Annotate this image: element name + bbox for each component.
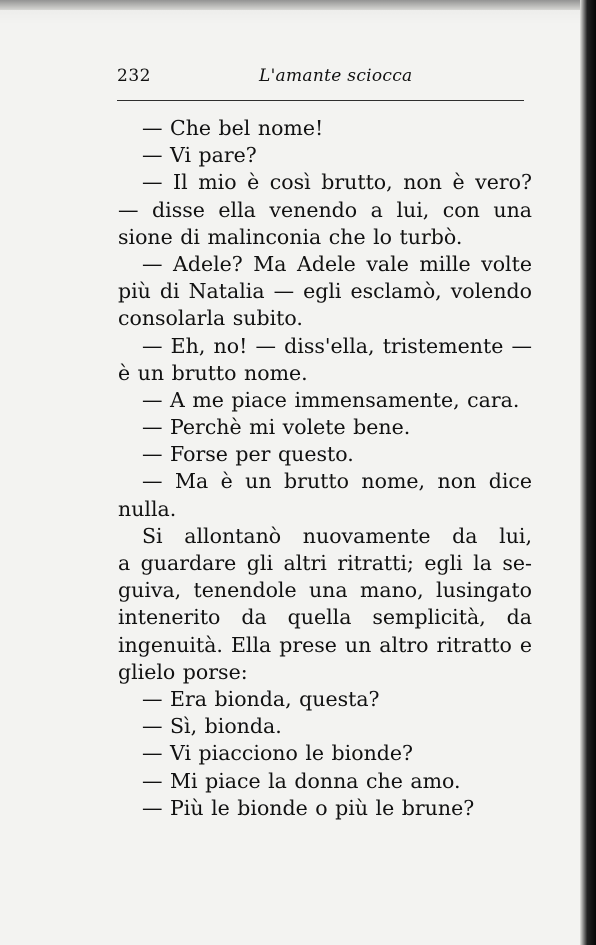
text-line: più di Natalia — egli esclamò, volendo [118, 279, 532, 304]
text-line: — Che bel nome! [142, 116, 324, 140]
page-header [117, 66, 524, 101]
text-line: consolarla subito. [118, 306, 303, 331]
text-line: ingenuità. Ella prese un altro ritratto e [118, 632, 532, 657]
text-line: sione di malinconia che lo turbò. [118, 224, 463, 249]
text-line: — Mi piace la donna che amo. [142, 768, 461, 793]
text-line: — Era bionda, questa? [142, 686, 380, 711]
text-line: — Ma è un brutto nome, non dice [142, 469, 532, 494]
text-line: — Adele? Ma Adele vale mille volte [142, 251, 532, 276]
text-line: intenerito da quella semplicità, da [118, 605, 532, 630]
text-line: — Forse per questo. [142, 442, 354, 467]
text-line: — Più le bionde o più le brune? [142, 795, 475, 820]
text-line: — Il mio è così brutto, non è vero? [142, 170, 532, 195]
text-line: nulla. [118, 496, 177, 521]
text-line: — Sì, bionda. [142, 714, 282, 739]
text-line: — Vi piacciono le bionde? [142, 741, 414, 766]
text-line: — Vi pare? [142, 143, 257, 168]
text-line: — A me piace immensamente, cara. [142, 387, 520, 412]
page-top-shadow [0, 0, 596, 10]
text-line: a guardare gli altri ritratti; egli la se- [118, 551, 532, 575]
page-binding-edge [580, 0, 596, 945]
text-line: glielo porse: [118, 659, 248, 684]
text-line: — Eh, no! — diss'ella, tristemente — [142, 333, 532, 358]
running-title: L'amante sciocca [259, 66, 413, 86]
page-number: 232 [117, 66, 151, 86]
body-text [118, 115, 532, 822]
text-line: guiva, tenendole una mano, lusingato [118, 578, 532, 603]
text-line: — Perchè mi volete bene. [142, 415, 411, 440]
text-line: — disse ella venendo a lui, con una [118, 197, 532, 222]
text-line: è un brutto nome. [118, 360, 308, 385]
text-line: Si allontanò nuovamente da lui, [142, 523, 532, 548]
